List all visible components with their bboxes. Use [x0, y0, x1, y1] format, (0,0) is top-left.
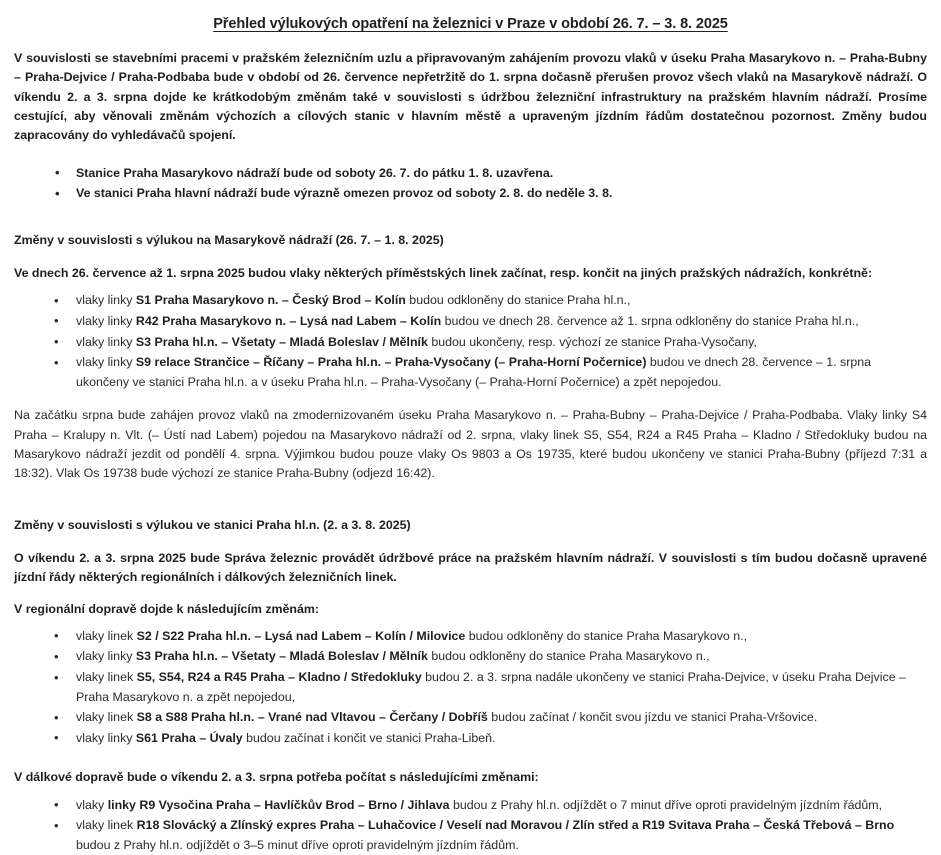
item-prefix: vlaky linky — [76, 334, 136, 349]
list-item — [14, 668, 927, 707]
spacer — [14, 218, 927, 231]
list-item: • Ve stanici Praha hlavní nádraží bude výrazně omezen provoz od soboty 2. 8. do neděle 3. 8. — [14, 184, 927, 204]
item-line: S3 Praha hl.n. – Všetaty – Mladá Boleslav / Mělník — [135, 649, 428, 664]
intro-paragraph: V souvislosti se stavebními pracemi v pražském železničním uzlu a připravovaným zahájením provozu vlaků v úseku Praha Masarykovo n. – Praha-Bubny – Praha-Dejvice / Praha-Podbaba bude v období od 26. července nepřetržitě do 1. srpna dočasně přerušen provoz všech vlaků na Masarykově nádraží. O víkendu 2. a 3. srpna dojde ke krátkodobým změnám také v souvislosti s údržbou železniční infrastruktury na pražském hlavním nádraží. Prosíme cestující, aby věnovali změnám výchozích a cílových stanic v hlavním městě a upraveným jízdním řádům dostatečnou pozornost. Změny budou zapracovány do vyhledávačů spojení. — [14, 51, 927, 143]
page-title: Přehled výlukových opatření na železnici v Praze v období 26. 7. – 3. 8. 2025 — [213, 16, 728, 32]
list-item — [14, 312, 927, 332]
item-line: S9 relace Strančice – Říčany – Praha hl.n. – Praha-Vysočany (– Praha-Horní Počernice) — [135, 355, 647, 370]
item-line: S3 Praha hl.n. – Všetaty – Mladá Boleslav / Mělník — [135, 334, 428, 349]
longdistance-bullet-list — [14, 796, 927, 855]
item-suffix: budou odkloněny do stanice Praha Masarykovo n., — [465, 628, 748, 643]
section-heading-masarykovo: Změny v souvislosti s výlukou na Masarykově nádraží (26. 7. – 1. 8. 2025) — [14, 232, 444, 247]
list-item — [14, 291, 927, 311]
masarykovo-closing-paragraph: Na začátku srpna bude zahájen provoz vlaků na zmodernizovaném úseku Praha Masarykovo n. – Praha-Bubny – Praha-Dejvice / Praha-Podbaba. Vlaky linky S4 Praha – Kralupy n. Vlt. (– Ústí nad Labem) pojedou na Masarykovo nádraží od 2. srpna, vlaky linek S5, S54, R24 a R45 Praha – Kladno / Středokluky budou na Masarykovo nádraží jezdit od pondělí 4. srpna. Výjimkou budou pouze vlaky Os 9803 a Os 19735, které budou ukončeny ve stanici Praha-Bubny (příjezd 7:31 a 18:32). Vlak Os 19738 bude výchozí ze stanice Praha-Bubny (odjezd 16:42). — [14, 408, 927, 481]
masarykovo-bullet-list — [14, 291, 927, 392]
item-prefix: vlaky linek — [76, 628, 137, 643]
item-prefix: vlaky linky — [76, 649, 136, 664]
longdistance-lead: V dálkové dopravě bude o víkendu 2. a 3. srpna potřeba počítat s následujícími změnami: — [14, 770, 539, 785]
regional-bullet-list — [14, 627, 927, 749]
item-suffix: budou začínat i končit ve stanici Praha-Libeň. — [242, 730, 496, 745]
item-prefix: vlaky linky — [76, 730, 136, 745]
list-item — [14, 729, 927, 749]
item-prefix: vlaky — [76, 797, 108, 812]
list-item — [14, 816, 927, 855]
list-item: • Stanice Praha Masarykovo nádraží bude od soboty 26. 7. do pátku 1. 8. uzavřena. — [14, 164, 927, 184]
item-line: S61 Praha – Úvaly — [135, 730, 243, 745]
item-line: S5, S54, R24 a R45 Praha – Kladno / Středokluky — [136, 670, 422, 685]
item-suffix: budou ve dnech 28. července až 1. srpna odkloněny do stanice Praha hl.n., — [441, 313, 859, 328]
item-suffix: budou ve dnech 28. července – 1. srpna ukončeny ve stanici Praha hl.n. a v úseku Praha hl.n. – Praha-Vysočany (– Praha-Horní Počernice) a zpět nepojedou. — [76, 355, 872, 389]
item-prefix: vlaky linky — [76, 355, 136, 370]
spacer — [14, 496, 927, 516]
item-line: S8 a S88 Praha hl.n. – Vrané nad Vltavou – Čerčany / Dobříš — [136, 710, 488, 725]
summary-bullet-list — [14, 164, 927, 204]
list-item — [14, 333, 927, 353]
list-item — [14, 796, 927, 816]
item-suffix: budou odkloněny do stanice Praha Masarykovo n., — [427, 649, 710, 664]
hlavni-intro-paragraph: O víkendu 2. a 3. srpna 2025 bude Správa železnic provádět údržbové práce na pražském hlavním nádraží. V souvislosti s tím budou dočasně upravené jízdní řády některých regionálních i dálkových železničních linek. — [14, 550, 927, 585]
section-lead-masarykovo: Ve dnech 26. července až 1. srpna 2025 budou vlaky některých příměstských linek začínat, resp. končit na jiných pražských nádražích, konkrétně: — [14, 266, 873, 281]
list-item — [14, 353, 927, 392]
item-suffix: budou z Prahy hl.n. odjíždět o 7 minut dříve oproti pravidelným jízdním řádům, — [449, 797, 883, 812]
item-prefix: vlaky linek — [76, 670, 137, 685]
item-suffix: budou z Prahy hl.n. odjíždět o 3–5 minut dříve oproti pravidelným jízdním řádům. — [76, 837, 519, 852]
item-suffix: budou ukončeny, resp. výchozí ze stanice Praha-Vysočany, — [427, 334, 757, 349]
section-heading-hlavni: Změny v souvislosti s výlukou ve stanici Praha hl.n. (2. a 3. 8. 2025) — [14, 517, 411, 532]
item-line: R18 Slovácký a Zlínský expres Praha – Luhačovice / Veselí nad Moravou / Zlín střed a R19 Svitava Praha – Česká Třebová – Brno — [136, 818, 895, 833]
regional-lead: V regionální dopravě dojde k následujícím změnám: — [14, 601, 320, 616]
item-line: R42 Praha Masarykovo n. – Lysá nad Labem – Kolín — [135, 313, 442, 328]
item-suffix: budou 2. a 3. srpna nadále ukončeny ve stanici Praha-Dejvice, v úseku Praha Dejvice – Praha Masarykovo n. a zpět nepojedou, — [76, 670, 906, 704]
item-prefix: vlaky linky — [76, 313, 136, 328]
item-suffix: budou odkloněny do stanice Praha hl.n., — [405, 293, 631, 308]
item-prefix: vlaky linky — [76, 293, 136, 308]
list-item — [14, 647, 927, 667]
item-suffix: budou začínat / končit svou jízdu ve stanici Praha-Vršovice. — [487, 710, 818, 725]
list-item — [14, 708, 927, 728]
item-line: S2 / S22 Praha hl.n. – Lysá nad Labem – Kolín / Milovice — [136, 628, 466, 643]
item-line: S1 Praha Masarykovo n. – Český Brod – Kolín — [135, 293, 406, 308]
item-prefix: vlaky linek — [76, 818, 137, 833]
item-prefix: vlaky linek — [76, 710, 137, 725]
item-line: linky R9 Vysočina Praha – Havlíčkův Brod – Brno / Jihlava — [107, 797, 450, 812]
list-item — [14, 627, 927, 647]
